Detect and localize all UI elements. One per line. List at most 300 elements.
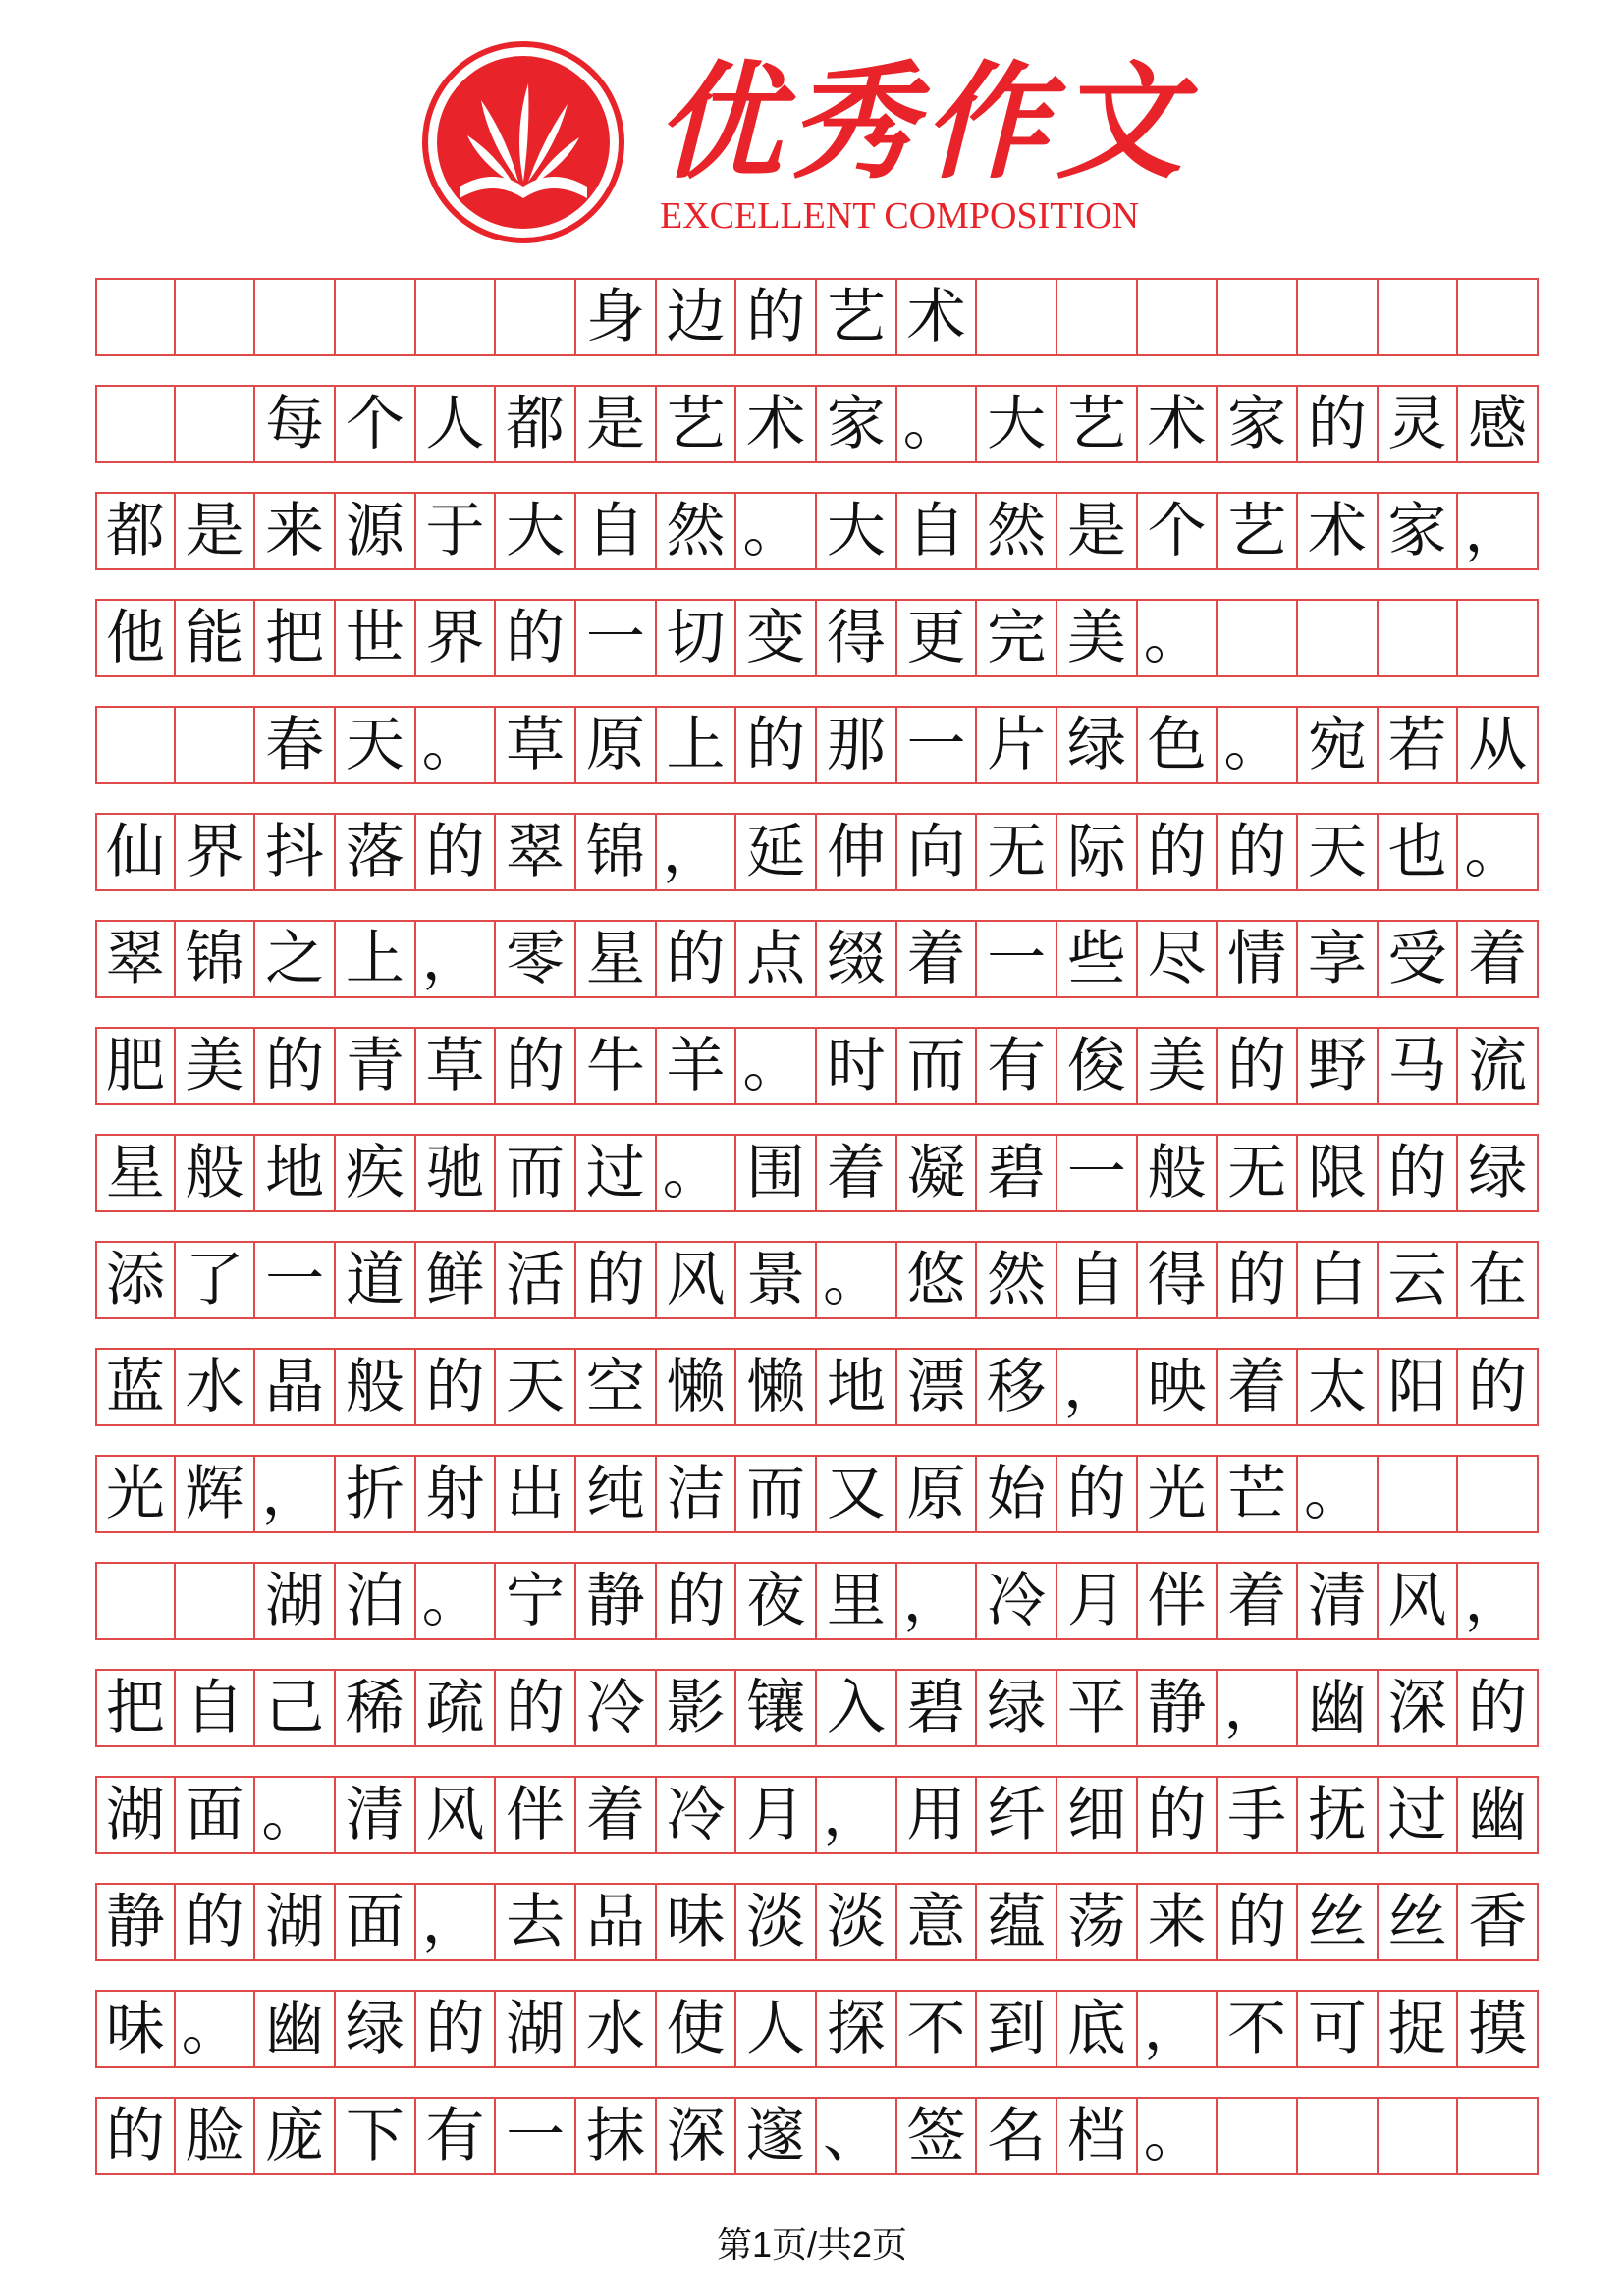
grid-cell: 又 bbox=[817, 1457, 897, 1531]
grid-cell: 月 bbox=[1057, 1564, 1138, 1638]
grid-row bbox=[95, 1134, 1539, 1212]
grid-cell: 一 bbox=[977, 922, 1057, 996]
grid-cell: 把 bbox=[95, 1671, 176, 1745]
grid-cell: 艺 bbox=[1057, 387, 1138, 461]
grid-cell: 俊 bbox=[1057, 1029, 1138, 1103]
grid-cell: 云 bbox=[1379, 1243, 1459, 1317]
grid-cell: 清 bbox=[336, 1778, 416, 1852]
grid-cell: 地 bbox=[255, 1136, 336, 1210]
grid-cell: 切 bbox=[657, 601, 737, 675]
grid-cell: 湖 bbox=[255, 1564, 336, 1638]
grid-cell: 肥 bbox=[95, 1029, 176, 1103]
grid-cell: 去 bbox=[496, 1885, 576, 1959]
grid-row bbox=[95, 1027, 1539, 1105]
grid-cell: 来 bbox=[255, 494, 336, 568]
grid-row bbox=[95, 920, 1539, 998]
grid-row bbox=[95, 599, 1539, 677]
grid-cell: 冷 bbox=[977, 1564, 1057, 1638]
grid-cell: 洁 bbox=[657, 1457, 737, 1531]
grid-cell: 家 bbox=[1379, 494, 1459, 568]
grid-cell bbox=[1379, 280, 1459, 354]
grid-cell: 光 bbox=[95, 1457, 176, 1531]
grid-cell: 纯 bbox=[576, 1457, 657, 1531]
grid-cell: 自 bbox=[1057, 1243, 1138, 1317]
grid-cell: 着 bbox=[1458, 922, 1539, 996]
grid-cell: 尽 bbox=[1138, 922, 1218, 996]
grid-cell: 而 bbox=[736, 1457, 817, 1531]
grid-cell: 荡 bbox=[1057, 1885, 1138, 1959]
grid-cell: 活 bbox=[496, 1243, 576, 1317]
grid-cell: 夜 bbox=[736, 1564, 817, 1638]
grid-cell: ， bbox=[1057, 1350, 1138, 1424]
grid-cell: 。 bbox=[1458, 815, 1539, 889]
grid-cell: 悠 bbox=[897, 1243, 978, 1317]
grid-cell: 大 bbox=[977, 387, 1057, 461]
grid-cell: 抖 bbox=[255, 815, 336, 889]
grid-cell: 限 bbox=[1298, 1136, 1379, 1210]
grid-cell: 水 bbox=[576, 1992, 657, 2066]
grid-cell bbox=[1458, 280, 1539, 354]
grid-cell: 档 bbox=[1057, 2099, 1138, 2173]
grid-cell: 地 bbox=[817, 1350, 897, 1424]
grid-cell: 伸 bbox=[817, 815, 897, 889]
grid-cell: 捉 bbox=[1379, 1992, 1459, 2066]
grid-cell: 的 bbox=[1298, 387, 1379, 461]
grid-cell: 界 bbox=[176, 815, 256, 889]
grid-cell: 色 bbox=[1138, 708, 1218, 782]
grid-cell: 面 bbox=[336, 1885, 416, 1959]
grid-cell: ， bbox=[1458, 494, 1539, 568]
grid-cell: 于 bbox=[416, 494, 497, 568]
grid-cell: 月 bbox=[736, 1778, 817, 1852]
grid-cell: 。 bbox=[897, 387, 978, 461]
grid-cell: 艺 bbox=[657, 387, 737, 461]
grid-cell bbox=[1138, 280, 1218, 354]
grid-row bbox=[95, 813, 1539, 891]
grid-cell bbox=[1298, 601, 1379, 675]
grid-cell: 那 bbox=[817, 708, 897, 782]
grid-row bbox=[95, 706, 1539, 784]
grid-cell: 之 bbox=[255, 922, 336, 996]
grid-cell bbox=[1218, 601, 1298, 675]
grid-cell: 美 bbox=[1138, 1029, 1218, 1103]
grid-cell: 的 bbox=[1218, 815, 1298, 889]
grid-cell: 变 bbox=[736, 601, 817, 675]
grid-cell: 享 bbox=[1298, 922, 1379, 996]
grid-cell: 平 bbox=[1057, 1671, 1138, 1745]
grid-cell: 己 bbox=[255, 1671, 336, 1745]
grid-row bbox=[95, 1241, 1539, 1319]
grid-cell: 移 bbox=[977, 1350, 1057, 1424]
grid-cell: 上 bbox=[657, 708, 737, 782]
grid-cell: 般 bbox=[176, 1136, 256, 1210]
grid-cell: 得 bbox=[817, 601, 897, 675]
grid-cell: 一 bbox=[1057, 1136, 1138, 1210]
grid-cell: 凝 bbox=[897, 1136, 978, 1210]
grid-row bbox=[95, 1562, 1539, 1640]
grid-cell: 细 bbox=[1057, 1778, 1138, 1852]
grid-cell: 青 bbox=[336, 1029, 416, 1103]
grid-row bbox=[95, 1669, 1539, 1747]
grid-cell: 。 bbox=[255, 1778, 336, 1852]
grid-cell: 蓝 bbox=[95, 1350, 176, 1424]
grid-cell bbox=[1458, 2099, 1539, 2173]
grid-cell: 可 bbox=[1298, 1992, 1379, 2066]
grid-cell: 绿 bbox=[1057, 708, 1138, 782]
grid-cell: 。 bbox=[817, 1243, 897, 1317]
grid-cell: 味 bbox=[657, 1885, 737, 1959]
grid-cell: 流 bbox=[1458, 1029, 1539, 1103]
grid-row bbox=[95, 278, 1539, 356]
grid-cell: 泊 bbox=[336, 1564, 416, 1638]
grid-cell: 术 bbox=[897, 280, 978, 354]
grid-cell: 个 bbox=[1138, 494, 1218, 568]
grid-cell: 签 bbox=[897, 2099, 978, 2173]
grid-row bbox=[95, 1883, 1539, 1961]
grid-cell: 。 bbox=[657, 1136, 737, 1210]
grid-cell: 的 bbox=[1379, 1136, 1459, 1210]
grid-cell: 冷 bbox=[576, 1671, 657, 1745]
grid-cell: 邃 bbox=[736, 2099, 817, 2173]
grid-cell bbox=[95, 708, 176, 782]
grid-cell: 上 bbox=[336, 922, 416, 996]
grid-cell: 个 bbox=[336, 387, 416, 461]
grid-cell: 无 bbox=[977, 815, 1057, 889]
grid-cell: 始 bbox=[977, 1457, 1057, 1531]
grid-cell: ， bbox=[897, 1564, 978, 1638]
logo-title: 优秀作文 bbox=[656, 49, 1191, 196]
grid-cell: 的 bbox=[496, 601, 576, 675]
grid-cell: 静 bbox=[576, 1564, 657, 1638]
grid-cell bbox=[1379, 2099, 1459, 2173]
grid-cell: 星 bbox=[95, 1136, 176, 1210]
grid-cell: 来 bbox=[1138, 1885, 1218, 1959]
grid-cell: 。 bbox=[1138, 2099, 1218, 2173]
grid-cell: 镶 bbox=[736, 1671, 817, 1745]
grid-cell: 的 bbox=[496, 1029, 576, 1103]
grid-cell: 脸 bbox=[176, 2099, 256, 2173]
grid-cell: 是 bbox=[576, 387, 657, 461]
header bbox=[0, 0, 1624, 255]
grid-cell: ， bbox=[1218, 1671, 1298, 1745]
grid-cell: 晶 bbox=[255, 1350, 336, 1424]
grid-cell: 点 bbox=[736, 922, 817, 996]
grid-cell: 完 bbox=[977, 601, 1057, 675]
grid-cell: 蕴 bbox=[977, 1885, 1057, 1959]
grid-cell: 。 bbox=[416, 1564, 497, 1638]
grid-cell: 不 bbox=[1218, 1992, 1298, 2066]
grid-cell: 阳 bbox=[1379, 1350, 1459, 1424]
grid-cell: 自 bbox=[176, 1671, 256, 1745]
grid-cell: 若 bbox=[1379, 708, 1459, 782]
grid-cell: 碧 bbox=[977, 1136, 1057, 1210]
grid-cell: 漂 bbox=[897, 1350, 978, 1424]
grid-cell: 自 bbox=[897, 494, 978, 568]
grid-cell: 的 bbox=[657, 1564, 737, 1638]
grid-cell: 抚 bbox=[1298, 1778, 1379, 1852]
grid-cell: ， bbox=[1138, 1992, 1218, 2066]
grid-cell: 然 bbox=[977, 494, 1057, 568]
grid-cell bbox=[176, 387, 256, 461]
grid-cell: 水 bbox=[176, 1350, 256, 1424]
grid-row bbox=[95, 2097, 1539, 2175]
grid-cell: 影 bbox=[657, 1671, 737, 1745]
grid-cell: 灵 bbox=[1379, 387, 1459, 461]
grid-cell: 的 bbox=[1458, 1671, 1539, 1745]
grid-cell: 出 bbox=[496, 1457, 576, 1531]
grid-cell: ， bbox=[657, 815, 737, 889]
grid-cell: 向 bbox=[897, 815, 978, 889]
grid-cell: 有 bbox=[416, 2099, 497, 2173]
grid-cell: ， bbox=[817, 1778, 897, 1852]
grid-cell: 的 bbox=[1057, 1457, 1138, 1531]
grid-cell: 更 bbox=[897, 601, 978, 675]
grid-cell: 延 bbox=[736, 815, 817, 889]
grid-cell: 每 bbox=[255, 387, 336, 461]
grid-cell: 绿 bbox=[1458, 1136, 1539, 1210]
grid-cell: 空 bbox=[576, 1350, 657, 1424]
grid-cell: 的 bbox=[496, 1671, 576, 1745]
grid-cell: 宁 bbox=[496, 1564, 576, 1638]
grid-cell: 的 bbox=[176, 1885, 256, 1959]
grid-cell: 情 bbox=[1218, 922, 1298, 996]
grid-cell: 纤 bbox=[977, 1778, 1057, 1852]
grid-cell: 底 bbox=[1057, 1992, 1138, 2066]
grid-cell: 在 bbox=[1458, 1243, 1539, 1317]
grid-cell: 的 bbox=[416, 1350, 497, 1424]
grid-cell: 的 bbox=[736, 708, 817, 782]
grid-cell: 锦 bbox=[176, 922, 256, 996]
grid-cell: 清 bbox=[1298, 1564, 1379, 1638]
grid-cell: 。 bbox=[176, 1992, 256, 2066]
grid-cell: 草 bbox=[496, 708, 576, 782]
grid-cell: 的 bbox=[1138, 815, 1218, 889]
grid-cell: 仙 bbox=[95, 815, 176, 889]
grid-cell: 他 bbox=[95, 601, 176, 675]
grid-cell: 品 bbox=[576, 1885, 657, 1959]
grid-cell bbox=[1298, 2099, 1379, 2173]
grid-cell: 着 bbox=[817, 1136, 897, 1210]
grid-cell: 的 bbox=[576, 1243, 657, 1317]
grid-cell: 一 bbox=[897, 708, 978, 782]
grid-cell bbox=[1057, 280, 1138, 354]
grid-cell: 冷 bbox=[657, 1778, 737, 1852]
grid-cell: 风 bbox=[657, 1243, 737, 1317]
grid-cell: 际 bbox=[1057, 815, 1138, 889]
grid-cell: 的 bbox=[1218, 1885, 1298, 1959]
grid-cell: 景 bbox=[736, 1243, 817, 1317]
grid-cell: 的 bbox=[255, 1029, 336, 1103]
grid-cell: 幽 bbox=[255, 1992, 336, 2066]
grid-cell: 着 bbox=[897, 922, 978, 996]
grid-cell: ， bbox=[255, 1457, 336, 1531]
grid-cell: 都 bbox=[496, 387, 576, 461]
grid-cell: 淡 bbox=[736, 1885, 817, 1959]
grid-cell: 把 bbox=[255, 601, 336, 675]
grid-cell: 不 bbox=[897, 1992, 978, 2066]
grid-cell: 能 bbox=[176, 601, 256, 675]
grid-cell: 般 bbox=[336, 1350, 416, 1424]
grid-cell: 是 bbox=[1057, 494, 1138, 568]
grid-cell: 艺 bbox=[1218, 494, 1298, 568]
grid-cell: 抹 bbox=[576, 2099, 657, 2173]
grid-cell: 着 bbox=[576, 1778, 657, 1852]
grid-cell: 草 bbox=[416, 1029, 497, 1103]
grid-cell: 淡 bbox=[817, 1885, 897, 1959]
grid-cell bbox=[1298, 280, 1379, 354]
grid-cell: 芒 bbox=[1218, 1457, 1298, 1531]
writing-grid bbox=[95, 278, 1539, 2200]
grid-cell: 人 bbox=[416, 387, 497, 461]
grid-cell: 伴 bbox=[496, 1778, 576, 1852]
grid-cell: 摸 bbox=[1458, 1992, 1539, 2066]
grid-cell: 一 bbox=[255, 1243, 336, 1317]
grid-cell: 。 bbox=[1298, 1457, 1379, 1531]
grid-cell: 道 bbox=[336, 1243, 416, 1317]
grid-cell: ， bbox=[416, 922, 497, 996]
grid-cell: 、 bbox=[817, 2099, 897, 2173]
grid-cell: 锦 bbox=[576, 815, 657, 889]
grid-cell bbox=[416, 280, 497, 354]
grid-cell: 的 bbox=[736, 280, 817, 354]
grid-cell: 。 bbox=[1138, 601, 1218, 675]
grid-cell: 美 bbox=[1057, 601, 1138, 675]
grid-cell: 白 bbox=[1298, 1243, 1379, 1317]
grid-cell: 大 bbox=[817, 494, 897, 568]
grid-cell: 然 bbox=[657, 494, 737, 568]
grid-row bbox=[95, 385, 1539, 463]
page-number: 第1页/共2页 bbox=[716, 2224, 908, 2265]
grid-cell: 的 bbox=[416, 815, 497, 889]
grid-cell: 面 bbox=[176, 1778, 256, 1852]
grid-row bbox=[95, 1776, 1539, 1854]
grid-cell: 天 bbox=[496, 1350, 576, 1424]
grid-cell: 懒 bbox=[657, 1350, 737, 1424]
grid-cell: 大 bbox=[496, 494, 576, 568]
grid-cell: 缀 bbox=[817, 922, 897, 996]
grid-cell: 射 bbox=[416, 1457, 497, 1531]
grid-cell: 也 bbox=[1379, 815, 1459, 889]
grid-cell: 探 bbox=[817, 1992, 897, 2066]
grid-cell: 绿 bbox=[336, 1992, 416, 2066]
grid-cell: ， bbox=[1458, 1564, 1539, 1638]
grid-cell: 然 bbox=[977, 1243, 1057, 1317]
grid-cell: 香 bbox=[1458, 1885, 1539, 1959]
grid-cell: 幽 bbox=[1298, 1671, 1379, 1745]
logo-emblem-icon bbox=[420, 39, 626, 245]
grid-cell: 的 bbox=[95, 2099, 176, 2173]
grid-cell: 丝 bbox=[1379, 1885, 1459, 1959]
grid-cell: 一 bbox=[496, 2099, 576, 2173]
grid-cell: 手 bbox=[1218, 1778, 1298, 1852]
grid-cell: 入 bbox=[817, 1671, 897, 1745]
grid-cell: 名 bbox=[977, 2099, 1057, 2173]
grid-cell: 。 bbox=[736, 494, 817, 568]
grid-cell: 零 bbox=[496, 922, 576, 996]
grid-cell: 片 bbox=[977, 708, 1057, 782]
grid-row bbox=[95, 492, 1539, 570]
grid-cell bbox=[496, 280, 576, 354]
grid-cell: 从 bbox=[1458, 708, 1539, 782]
grid-cell bbox=[977, 280, 1057, 354]
grid-cell bbox=[95, 280, 176, 354]
grid-cell: 术 bbox=[1138, 387, 1218, 461]
grid-cell: 到 bbox=[977, 1992, 1057, 2066]
grid-cell: 。 bbox=[736, 1029, 817, 1103]
grid-cell: 是 bbox=[176, 494, 256, 568]
grid-cell: 般 bbox=[1138, 1136, 1218, 1210]
grid-cell: 而 bbox=[897, 1029, 978, 1103]
grid-row bbox=[95, 1455, 1539, 1533]
grid-cell: 静 bbox=[1138, 1671, 1218, 1745]
grid-cell bbox=[1218, 2099, 1298, 2173]
grid-cell: 术 bbox=[1298, 494, 1379, 568]
grid-cell: 深 bbox=[1379, 1671, 1459, 1745]
grid-cell: 春 bbox=[255, 708, 336, 782]
grid-cell: 幽 bbox=[1458, 1778, 1539, 1852]
grid-cell: 绿 bbox=[977, 1671, 1057, 1745]
logo-subtitle: EXCELLENT COMPOSITION bbox=[660, 195, 1140, 237]
grid-cell: 天 bbox=[336, 708, 416, 782]
grid-cell: 里 bbox=[817, 1564, 897, 1638]
grid-cell: 源 bbox=[336, 494, 416, 568]
grid-cell: 驰 bbox=[416, 1136, 497, 1210]
grid-cell: 羊 bbox=[657, 1029, 737, 1103]
grid-cell bbox=[95, 387, 176, 461]
grid-cell: 丝 bbox=[1298, 1885, 1379, 1959]
grid-cell bbox=[336, 280, 416, 354]
grid-cell bbox=[176, 708, 256, 782]
grid-cell: 原 bbox=[897, 1457, 978, 1531]
grid-cell: 湖 bbox=[95, 1778, 176, 1852]
grid-cell: 翠 bbox=[95, 922, 176, 996]
grid-cell: 艺 bbox=[817, 280, 897, 354]
grid-cell: 。 bbox=[1218, 708, 1298, 782]
grid-cell: 而 bbox=[496, 1136, 576, 1210]
grid-cell: 感 bbox=[1458, 387, 1539, 461]
grid-cell bbox=[95, 1564, 176, 1638]
grid-cell: 映 bbox=[1138, 1350, 1218, 1424]
grid-cell: 着 bbox=[1218, 1564, 1298, 1638]
grid-cell bbox=[1458, 1457, 1539, 1531]
grid-cell: 的 bbox=[1218, 1243, 1298, 1317]
grid-cell: 庞 bbox=[255, 2099, 336, 2173]
grid-cell: 世 bbox=[336, 601, 416, 675]
grid-cell: 伴 bbox=[1138, 1564, 1218, 1638]
grid-cell: 使 bbox=[657, 1992, 737, 2066]
grid-cell: 折 bbox=[336, 1457, 416, 1531]
grid-cell: 湖 bbox=[496, 1992, 576, 2066]
grid-cell bbox=[1218, 280, 1298, 354]
grid-cell: 得 bbox=[1138, 1243, 1218, 1317]
grid-cell: 的 bbox=[416, 1992, 497, 2066]
grid-cell bbox=[255, 280, 336, 354]
grid-cell: 太 bbox=[1298, 1350, 1379, 1424]
grid-cell: 牛 bbox=[576, 1029, 657, 1103]
grid-cell: 美 bbox=[176, 1029, 256, 1103]
grid-cell: 疾 bbox=[336, 1136, 416, 1210]
grid-cell: 原 bbox=[576, 708, 657, 782]
grid-cell: 些 bbox=[1057, 922, 1138, 996]
grid-cell: 风 bbox=[416, 1778, 497, 1852]
grid-cell: 过 bbox=[576, 1136, 657, 1210]
grid-cell: 疏 bbox=[416, 1671, 497, 1745]
grid-cell: 马 bbox=[1379, 1029, 1459, 1103]
grid-cell: 受 bbox=[1379, 922, 1459, 996]
grid-cell: 有 bbox=[977, 1029, 1057, 1103]
grid-cell: ， bbox=[416, 1885, 497, 1959]
grid-cell: 家 bbox=[817, 387, 897, 461]
